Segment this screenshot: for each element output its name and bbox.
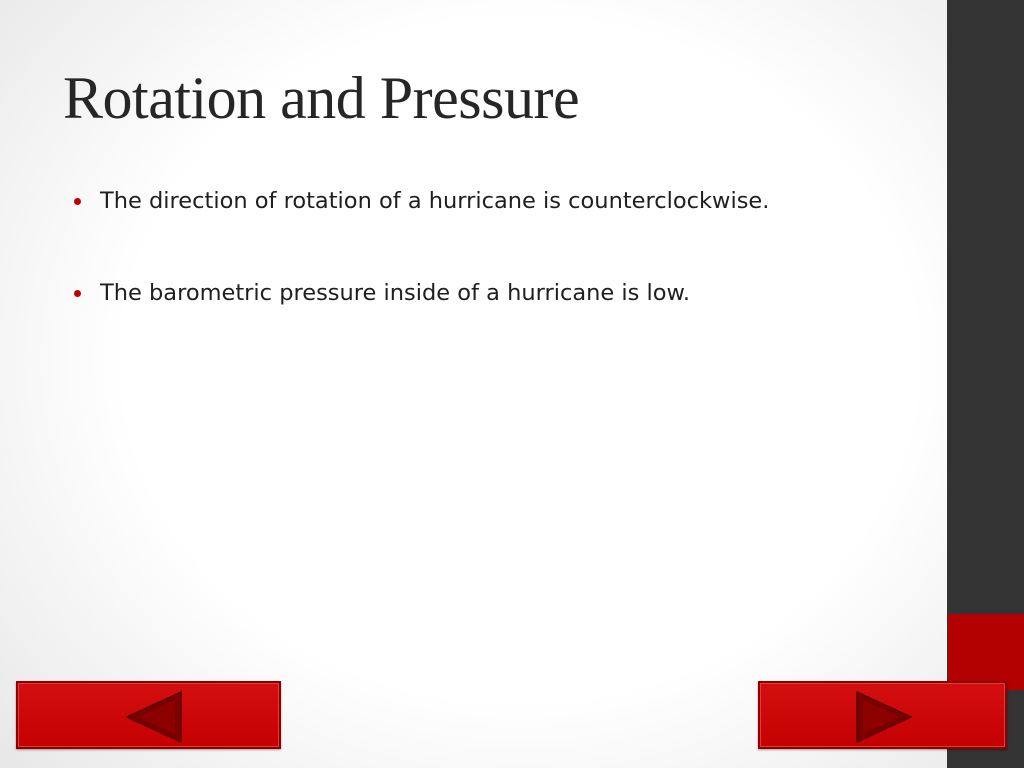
bullet-icon [74,198,81,205]
bullet-icon [74,290,81,297]
bullet-list [74,186,934,370]
next-slide-button[interactable] [758,681,1007,749]
triangle-right-icon [855,690,915,744]
bullet-text: The direction of rotation of a hurricane is counterclockwise. [100,188,770,214]
accent-block [948,614,1024,690]
bullet-item [74,186,934,216]
bullet-text: The barometric pressure inside of a hurricane is low. [100,280,690,306]
slide-title: Rotation and Pressure [63,65,580,131]
previous-slide-button[interactable] [16,681,281,749]
bullet-item [74,278,934,308]
triangle-left-icon [123,690,183,744]
